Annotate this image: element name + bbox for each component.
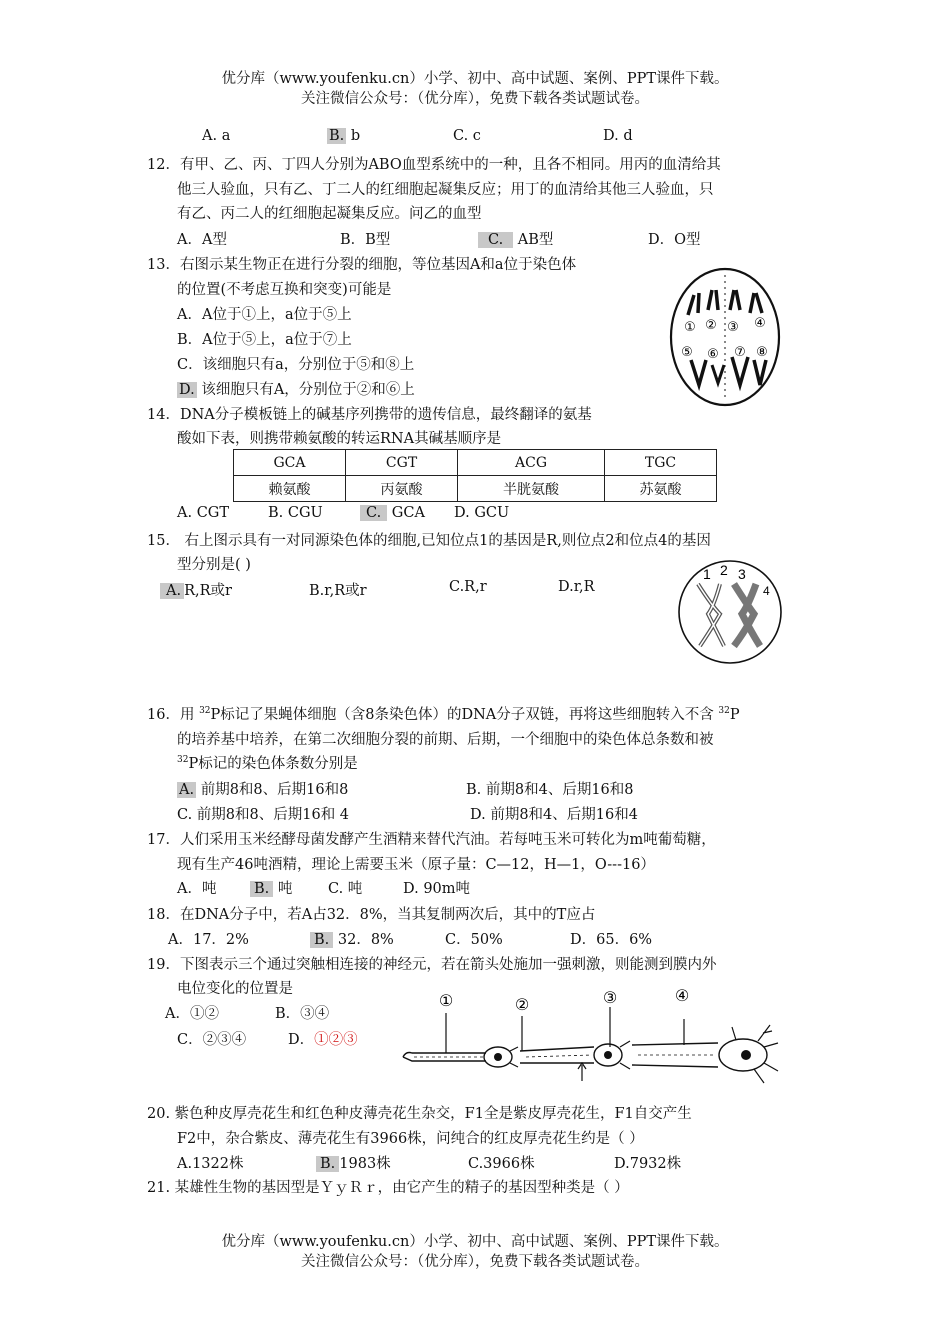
position-label-2: ② bbox=[514, 995, 530, 1014]
q18-stem-1: 18．在DNA分子中，若A占32．8%，当其复制两次后，其中的T应占 bbox=[147, 907, 596, 923]
table-cell: ACG bbox=[458, 450, 605, 476]
answer-highlight: B. bbox=[316, 1156, 339, 1172]
q15-option-c: C.R,r bbox=[449, 579, 487, 595]
neuron-synapse-figure bbox=[398, 985, 780, 1085]
q14-option-d: D. GCU bbox=[454, 505, 510, 521]
q14-option-b: B. CGU bbox=[268, 505, 323, 521]
cell-label-7: ⑦ bbox=[734, 345, 746, 360]
q20-option-d: D.7932株 bbox=[614, 1156, 682, 1172]
correct-answer: ①②③ bbox=[314, 1032, 358, 1048]
q14-stem-2: 酸如下表，则携带赖氨酸的转运RNA其碱基顺序是 bbox=[177, 431, 502, 447]
q16-option-c: C. 前期8和8、后期16和 4 bbox=[177, 807, 350, 823]
cell-label-3: ③ bbox=[727, 320, 739, 335]
q12-option-c: C. AB型 bbox=[478, 228, 553, 249]
q13-option-a: A．A位于①上，a位于⑤上 bbox=[177, 307, 352, 323]
locus-label-3: 3 bbox=[738, 566, 746, 582]
q17-option-b: B. 吨 bbox=[250, 877, 292, 898]
q18-option-a: A．17．2% bbox=[168, 932, 249, 948]
q11-option-d: D. d bbox=[603, 128, 633, 144]
position-label-1: ① bbox=[438, 991, 454, 1010]
cell-label-4: ④ bbox=[754, 316, 766, 331]
q11-option-b: B. b bbox=[329, 128, 361, 144]
footer-line-1: 优分库（www.youfenku.cn）小学、初中、高中试题、案例、PPT课件下载。 bbox=[221, 1234, 729, 1250]
position-label-4: ④ bbox=[674, 986, 690, 1005]
q12-option-a: A．A型 bbox=[177, 232, 227, 248]
q20-option-c: C.3966株 bbox=[468, 1156, 535, 1172]
q13-option-c: C．该细胞只有a，分别位于⑤和⑧上 bbox=[177, 357, 415, 373]
q13-stem-1: 13．右图示某生物正在进行分裂的细胞，等位基因A和a位于染色体 bbox=[147, 257, 577, 273]
header-line-2: 关注微信公众号：（优分库），免费下载各类试题试卷。 bbox=[301, 91, 649, 107]
q20-stem-2: F2中，杂合紫皮、薄壳花生有3966株，问纯合的红皮厚壳花生约是（ ） bbox=[177, 1131, 644, 1147]
answer-highlight: A. bbox=[160, 583, 184, 599]
q16-stem-2: 的培养基中培养，在第二次细胞分裂的前期、后期，一个细胞中的染色体总条数和被 bbox=[177, 732, 714, 748]
q13-option-d: D. 该细胞只有A，分别位于②和⑥上 bbox=[179, 382, 415, 398]
amino-acid-table bbox=[233, 449, 717, 502]
footer-line-2: 关注微信公众号：（优分库），免费下载各类试题试卷。 bbox=[301, 1254, 649, 1270]
table-cell: 半胱氨酸 bbox=[458, 476, 605, 502]
answer-highlight: D. bbox=[179, 382, 195, 398]
q16-stem-3: $^{32}$P标记的染色体条数分别是 bbox=[177, 755, 358, 772]
q15-option-a: A. R,R或r bbox=[160, 579, 232, 600]
q17-stem-2: 现有生产46吨酒精，理论上需要玉米（原子量：C—12，H—1，O---16） bbox=[177, 857, 655, 873]
q13-stem-2: 的位置(不考虑互换和突变)可能是 bbox=[177, 282, 392, 298]
table-cell: CGT bbox=[346, 450, 458, 476]
q21-stem-1: 21. 某雄性生物的基因型是ＹｙＲｒ，由它产生的精子的基因型种类是（ ） bbox=[147, 1180, 629, 1196]
table-cell: GCA bbox=[234, 450, 346, 476]
q15-stem-2: 型分别是( ) bbox=[177, 557, 251, 573]
q20-stem-1: 20. 紫色种皮厚壳花生和红色种皮薄壳花生杂交，F1全是紫皮厚壳花生，F1自交产生 bbox=[147, 1106, 692, 1122]
q15-option-b: B.r,R或r bbox=[309, 583, 367, 599]
q19-stem-1: 19．下图表示三个通过突触相连接的神经元，若在箭头处施加一强刺激，则能测到膜内外 bbox=[147, 957, 717, 973]
q19-option-b: B．③④ bbox=[275, 1006, 330, 1022]
answer-highlight: B. bbox=[329, 128, 345, 144]
q16-option-d: D. 前期8和4、后期16和4 bbox=[470, 807, 638, 823]
q19-option-d: D．①②③ bbox=[288, 1032, 358, 1048]
q12-stem-1: 12．有甲、乙、丙、丁四人分别为ABO血型系统中的一种，且各不相同。用丙的血清给其 bbox=[147, 157, 721, 173]
q15-option-d: D.r,R bbox=[558, 579, 595, 595]
q12-option-d: D．O型 bbox=[648, 232, 701, 248]
homologous-chromosome-figure bbox=[676, 558, 784, 666]
q18-option-b: B. 32．8% bbox=[310, 928, 394, 949]
cell-label-1: ① bbox=[684, 320, 696, 335]
cell-label-6: ⑥ bbox=[707, 347, 719, 362]
answer-highlight: B. bbox=[310, 932, 333, 948]
q18-option-d: D．65．6% bbox=[570, 932, 653, 948]
table-cell: TGC bbox=[604, 450, 716, 476]
q14-option-a: A. CGT bbox=[177, 505, 230, 521]
q13-option-b: B．A位于⑤上，a位于⑦上 bbox=[177, 332, 352, 348]
q16-option-b: B. 前期8和4、后期16和8 bbox=[466, 782, 634, 798]
q19-option-c: C．②③④ bbox=[177, 1032, 247, 1048]
q17-option-a: A．吨 bbox=[177, 881, 217, 897]
q16-option-a: A. 前期8和8、后期16和8 bbox=[179, 782, 349, 798]
q14-option-c: C. GCA bbox=[360, 505, 425, 521]
q19-option-a: A．①② bbox=[165, 1006, 219, 1022]
q11-option-c: C. c bbox=[453, 128, 481, 144]
cell-label-5: ⑤ bbox=[681, 345, 693, 360]
q15-stem-1: 15． 右上图示具有一对同源染色体的细胞,已知位点1的基因是R,则位点2和位点4的基因 bbox=[147, 533, 711, 549]
table-row bbox=[234, 476, 717, 502]
dividing-cell-figure bbox=[666, 265, 784, 410]
answer-highlight: C. bbox=[478, 232, 513, 248]
q19-stem-2: 电位变化的位置是 bbox=[177, 981, 293, 997]
q17-option-d: D. 90m吨 bbox=[403, 881, 471, 897]
answer-highlight: B. bbox=[250, 881, 273, 897]
locus-label-4: 4 bbox=[763, 584, 770, 598]
q12-stem-3: 有乙、丙二人的红细胞起凝集反应。问乙的血型 bbox=[177, 206, 482, 222]
q12-stem-2: 他三人验血，只有乙、丁二人的红细胞起凝集反应；用丁的血清给其他三人验血，只 bbox=[177, 182, 714, 198]
cell-label-2: ② bbox=[705, 318, 717, 333]
table-cell: 赖氨酸 bbox=[234, 476, 346, 502]
q12-option-b: B．B型 bbox=[340, 232, 391, 248]
answer-highlight: C. bbox=[360, 505, 387, 521]
table-cell: 丙氨酸 bbox=[346, 476, 458, 502]
q17-stem-1: 17．人们采用玉米经酵母菌发酵产生酒精来替代汽油。若每吨玉米可转化为m吨葡萄糖， bbox=[147, 832, 716, 848]
q17-option-c: C. 吨 bbox=[328, 881, 363, 897]
table-cell: 苏氨酸 bbox=[604, 476, 716, 502]
header-line-1: 优分库（www.youfenku.cn）小学、初中、高中试题、案例、PPT课件下载。 bbox=[221, 71, 729, 87]
q16-stem-1: 16．用 $^{32}$P标记了果蝇体细胞（含8条染色体）的DNA分子双链，再将这些细胞转入不含 $^{32}$P bbox=[147, 706, 740, 723]
q20-option-b: B. 1983株 bbox=[316, 1152, 391, 1173]
locus-label-1: 1 bbox=[703, 566, 711, 582]
q11-option-a: A. a bbox=[202, 128, 231, 144]
q18-option-c: C．50% bbox=[445, 932, 503, 948]
q14-stem-1: 14．DNA分子模板链上的碱基序列携带的遗传信息，最终翻译的氨基 bbox=[147, 407, 592, 423]
position-label-3: ③ bbox=[602, 988, 618, 1007]
cell-label-8: ⑧ bbox=[756, 345, 768, 360]
answer-highlight: A. bbox=[179, 782, 195, 798]
table-row bbox=[234, 450, 717, 476]
locus-label-2: 2 bbox=[720, 562, 728, 578]
q20-option-a: A.1322株 bbox=[177, 1156, 244, 1172]
